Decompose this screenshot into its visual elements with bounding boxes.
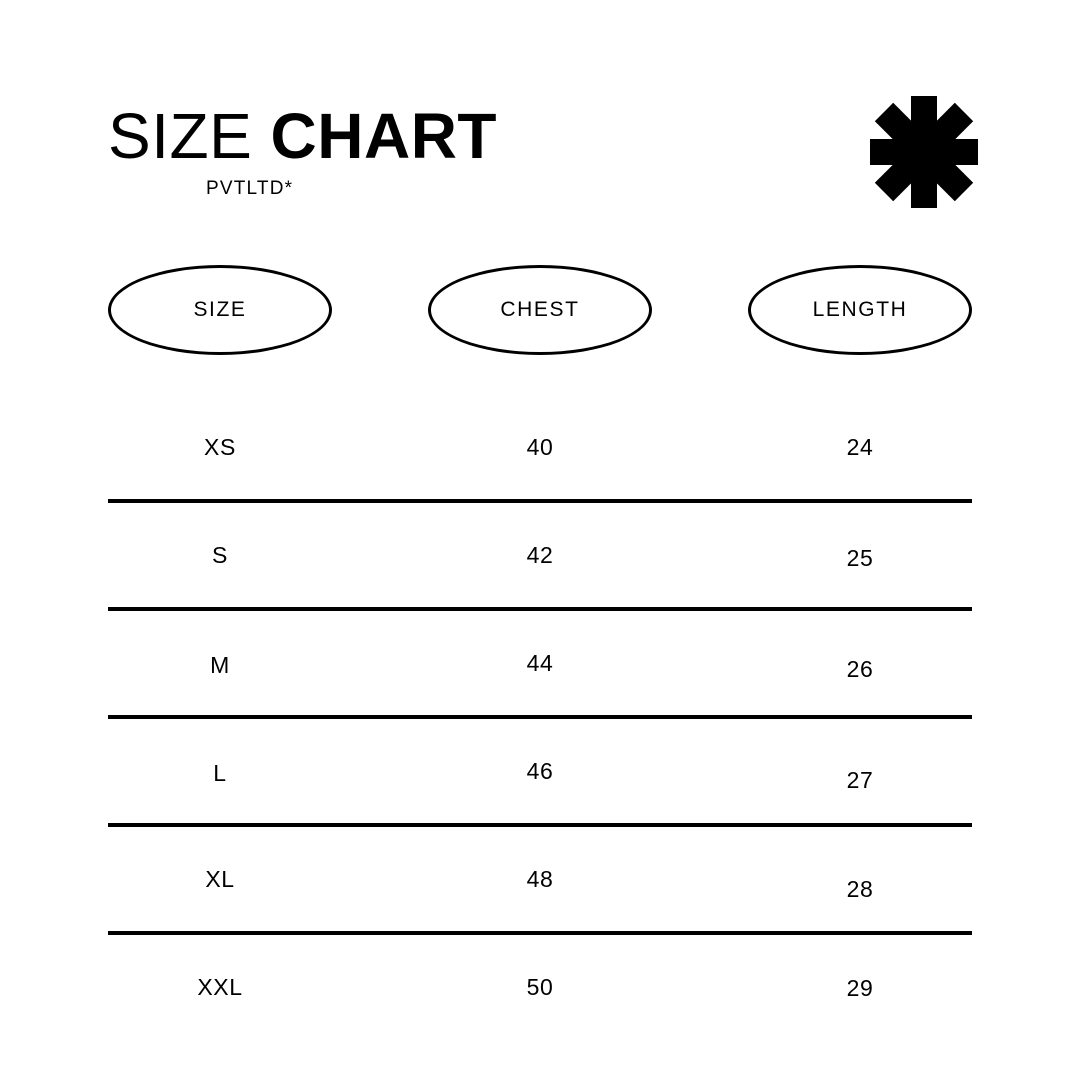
header (108, 100, 988, 220)
cell-length: 29 (846, 974, 874, 1001)
column-header-label: CHEST (500, 298, 580, 321)
cell-size: L (213, 759, 227, 786)
table-row (108, 611, 972, 715)
table-row (108, 719, 972, 823)
page-title (108, 100, 497, 172)
cell-chest: 40 (526, 433, 554, 460)
table-row (108, 935, 972, 1039)
size-table (108, 395, 972, 1039)
column-headers (108, 265, 972, 357)
cell-length: 26 (846, 655, 874, 682)
cell-chest: 44 (526, 649, 554, 676)
cell-size: XXL (197, 973, 243, 1000)
cell-length: 27 (846, 766, 874, 793)
column-header-size (108, 265, 332, 355)
cell-length: 25 (846, 544, 874, 571)
table-row (108, 503, 972, 607)
cell-chest: 50 (526, 973, 554, 1000)
cell-size: XS (204, 433, 236, 460)
cell-size: M (210, 651, 230, 678)
cell-length: 24 (846, 433, 874, 460)
cell-size: XL (205, 865, 235, 892)
cell-length: 28 (846, 875, 874, 902)
cell-chest: 48 (526, 865, 554, 892)
column-header-label: LENGTH (812, 298, 908, 321)
column-header-length (748, 265, 972, 355)
column-header-chest (428, 265, 652, 355)
page-title-bold: CHART (270, 100, 497, 172)
cell-size: S (212, 541, 228, 568)
table-row (108, 395, 972, 499)
column-header-label: SIZE (193, 298, 247, 321)
brand-label: PVTLTD* (206, 178, 294, 199)
asterisk-icon (854, 82, 994, 222)
cell-chest: 42 (526, 541, 554, 568)
cell-chest: 46 (526, 757, 554, 784)
page-title-light: SIZE (108, 100, 253, 172)
table-row (108, 827, 972, 931)
